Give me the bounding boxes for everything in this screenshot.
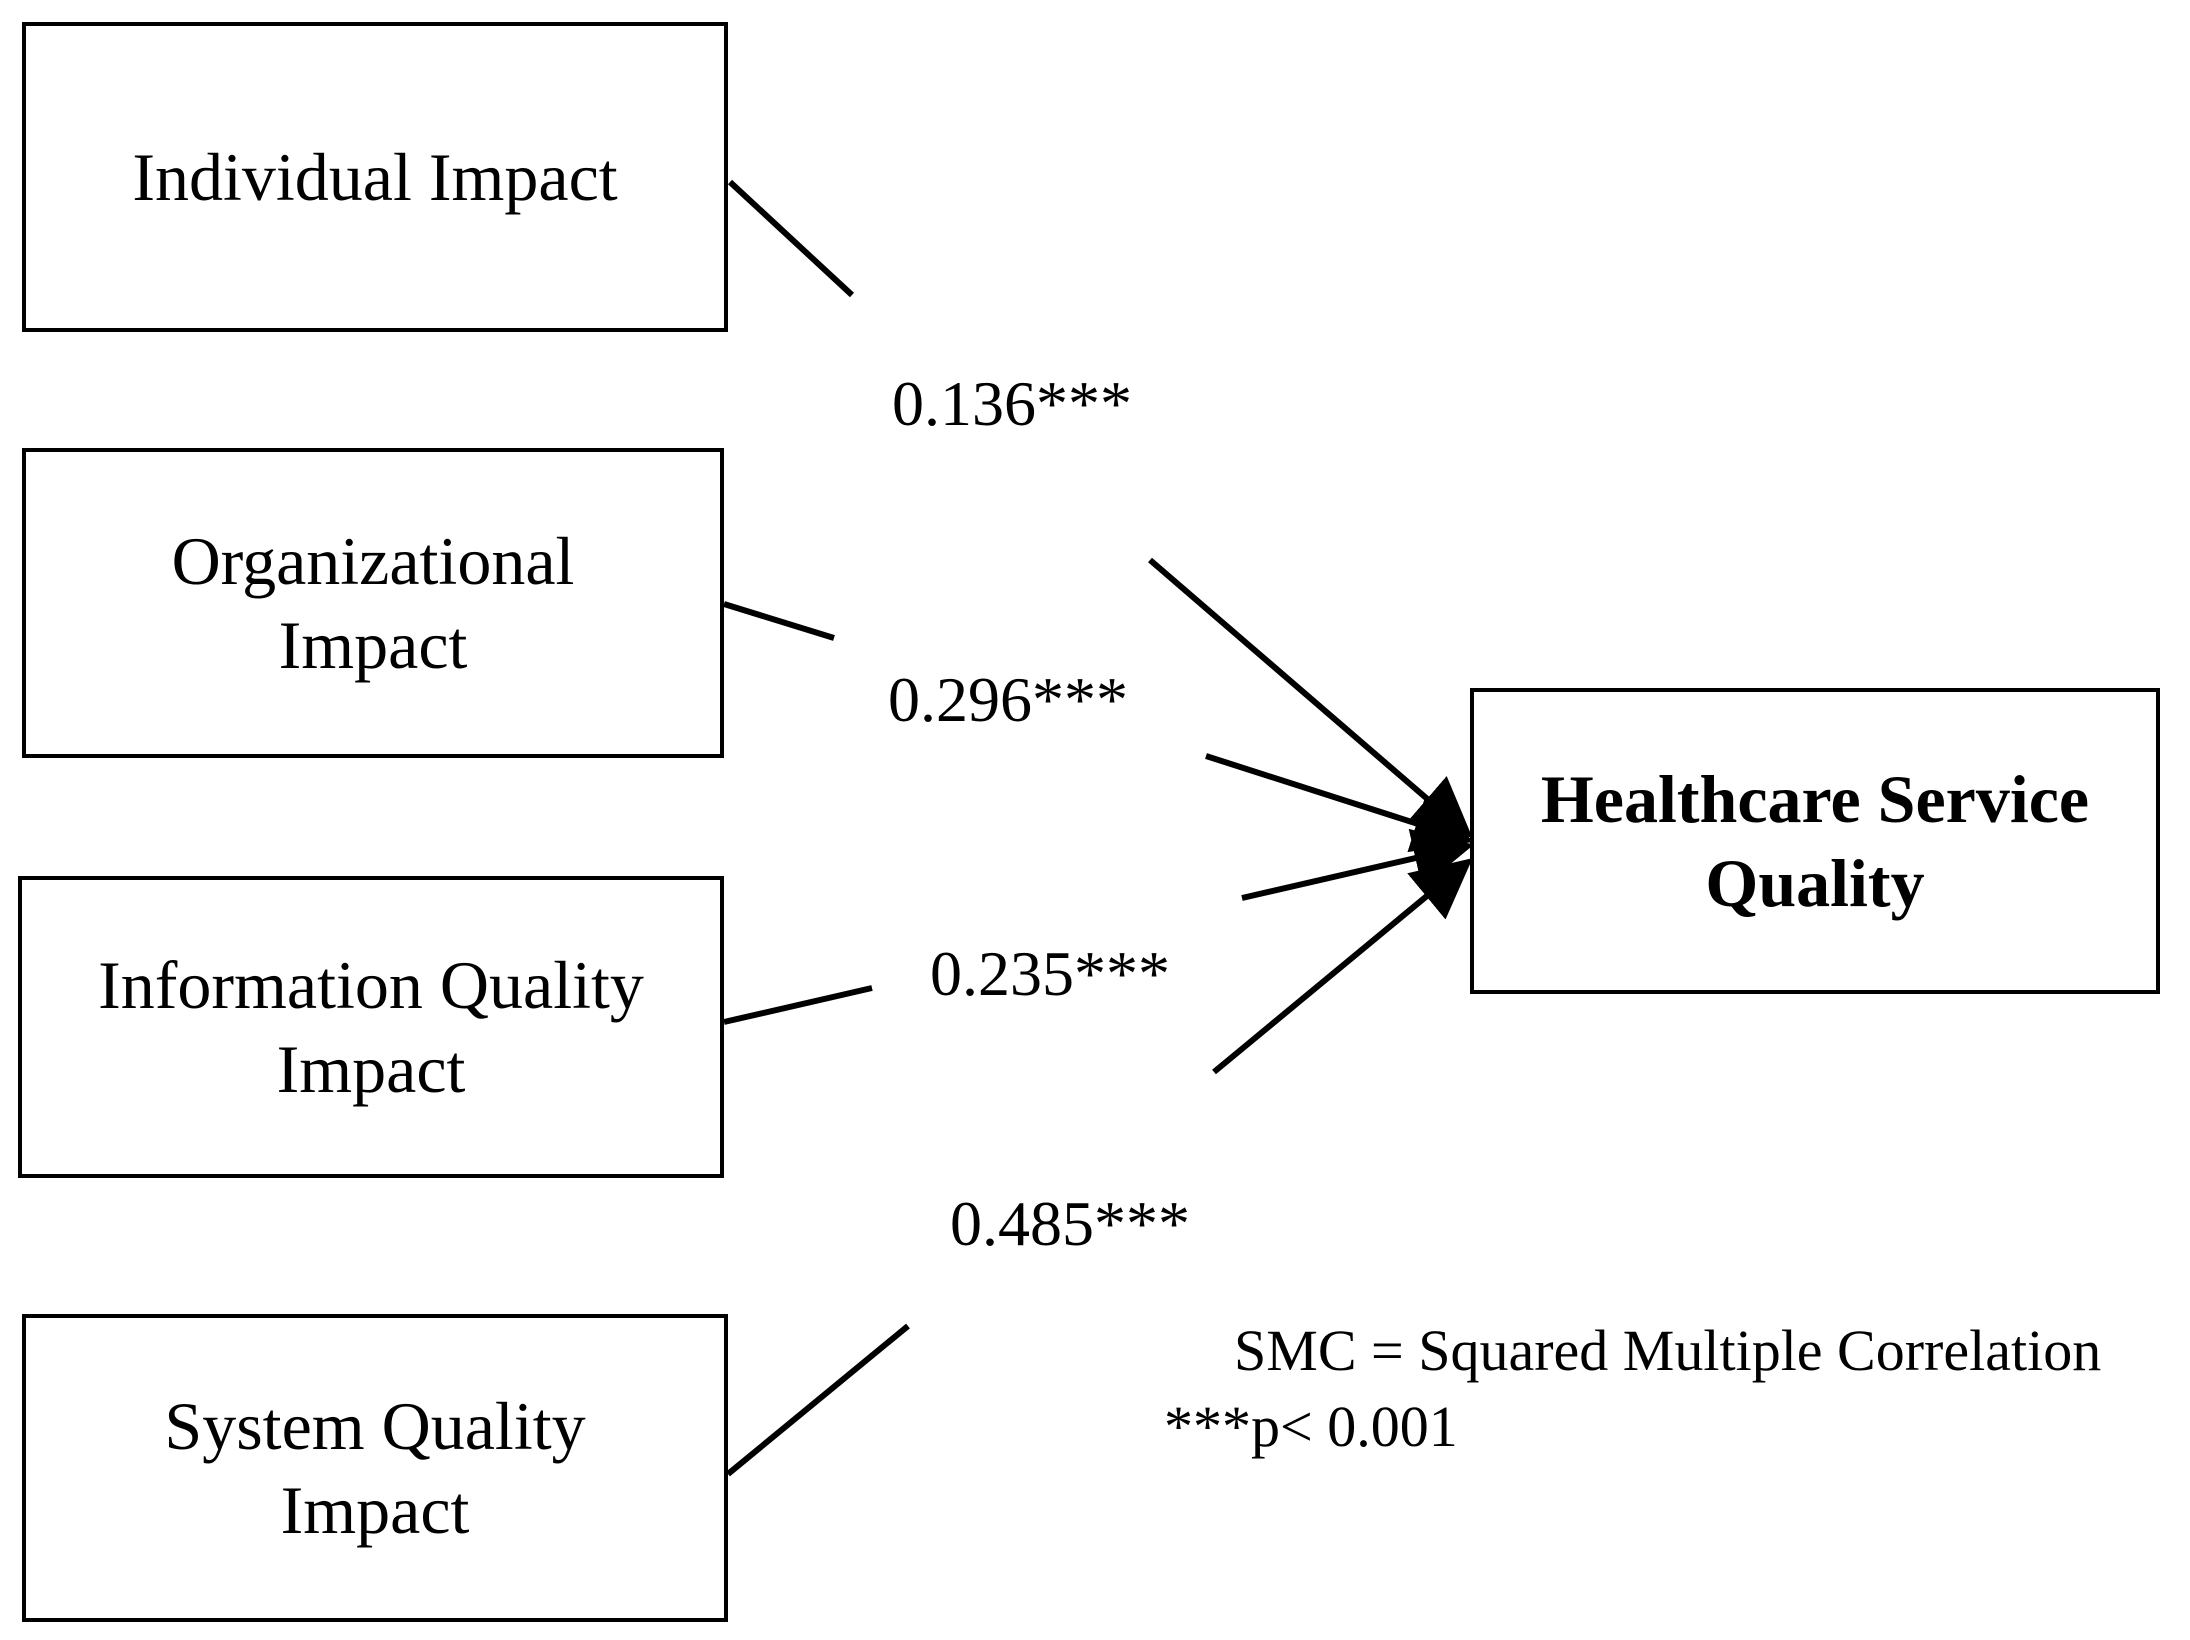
path-line-individual-b: [1150, 560, 1468, 834]
note-smc: SMC = Squared Multiple Correlation: [1234, 1318, 2102, 1383]
box-label: Healthcare Service: [1540, 761, 2090, 837]
coefficient-system-quality: 0.485***: [950, 1188, 1190, 1259]
box-information-quality-impact: [18, 876, 724, 1178]
box-label: Impact: [280, 1472, 470, 1548]
note-significance: ***p< 0.001: [1164, 1394, 1458, 1459]
coefficient-organizational: 0.296***: [888, 664, 1128, 735]
box-individual-impact: [22, 22, 728, 332]
box-label: Quality: [1705, 845, 1925, 921]
box-label: Impact: [276, 1031, 466, 1107]
path-line-individual-a: [730, 182, 852, 295]
coefficient-individual: 0.136***: [892, 368, 1132, 439]
box-organizational-impact: [22, 448, 724, 758]
path-line-system-quality-a: [728, 1326, 908, 1474]
box-label: Organizational: [171, 523, 575, 599]
box-label: Individual Impact: [132, 139, 618, 215]
path-line-information-quality-a: [724, 988, 872, 1022]
path-line-organizational-a: [724, 604, 834, 638]
box-label: Impact: [278, 607, 468, 683]
box-label: Information Quality: [98, 947, 644, 1023]
box-system-quality-impact: [22, 1314, 728, 1622]
coefficient-information-quality: 0.235***: [930, 938, 1170, 1009]
box-healthcare-service-quality: [1470, 688, 2160, 994]
box-label: System Quality: [164, 1388, 586, 1464]
